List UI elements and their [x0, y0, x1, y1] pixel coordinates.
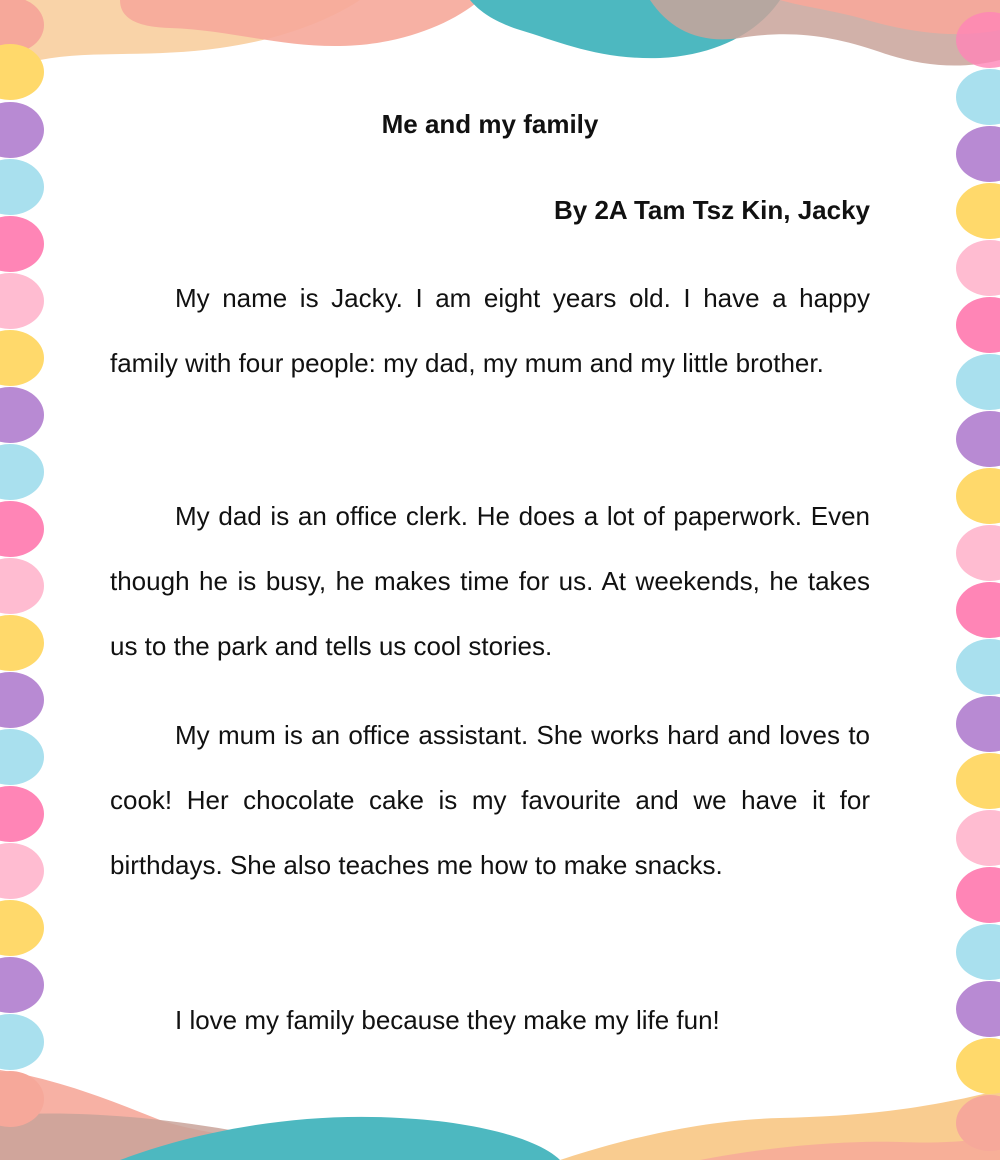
document-page	[110, 0, 870, 1160]
paragraph-conclusion: I love my family because they make my life fun!	[175, 1005, 720, 1035]
document-author: By 2A Tam Tsz Kin, Jacky	[554, 195, 870, 225]
right-scallop-border	[956, 12, 1000, 1151]
left-scallop-border	[0, 0, 44, 1127]
document-title: Me and my family	[381, 109, 599, 139]
paragraph-intro: My name is Jacky. I am eight years old. I have a happy family with four people: my dad, my mum and my little brother.	[110, 283, 870, 378]
paragraph-dad: My dad is an office clerk. He does a lot of paperwork. Even though he is busy, he makes time for us. At weekends, he takes us to the park and tells us cool stories.	[110, 501, 870, 661]
paragraph-mum: My mum is an office assistant. She works hard and loves to cook! Her chocolate cake is my favourite and we have it for birthdays. She also teaches me how to make snacks.	[110, 720, 870, 880]
